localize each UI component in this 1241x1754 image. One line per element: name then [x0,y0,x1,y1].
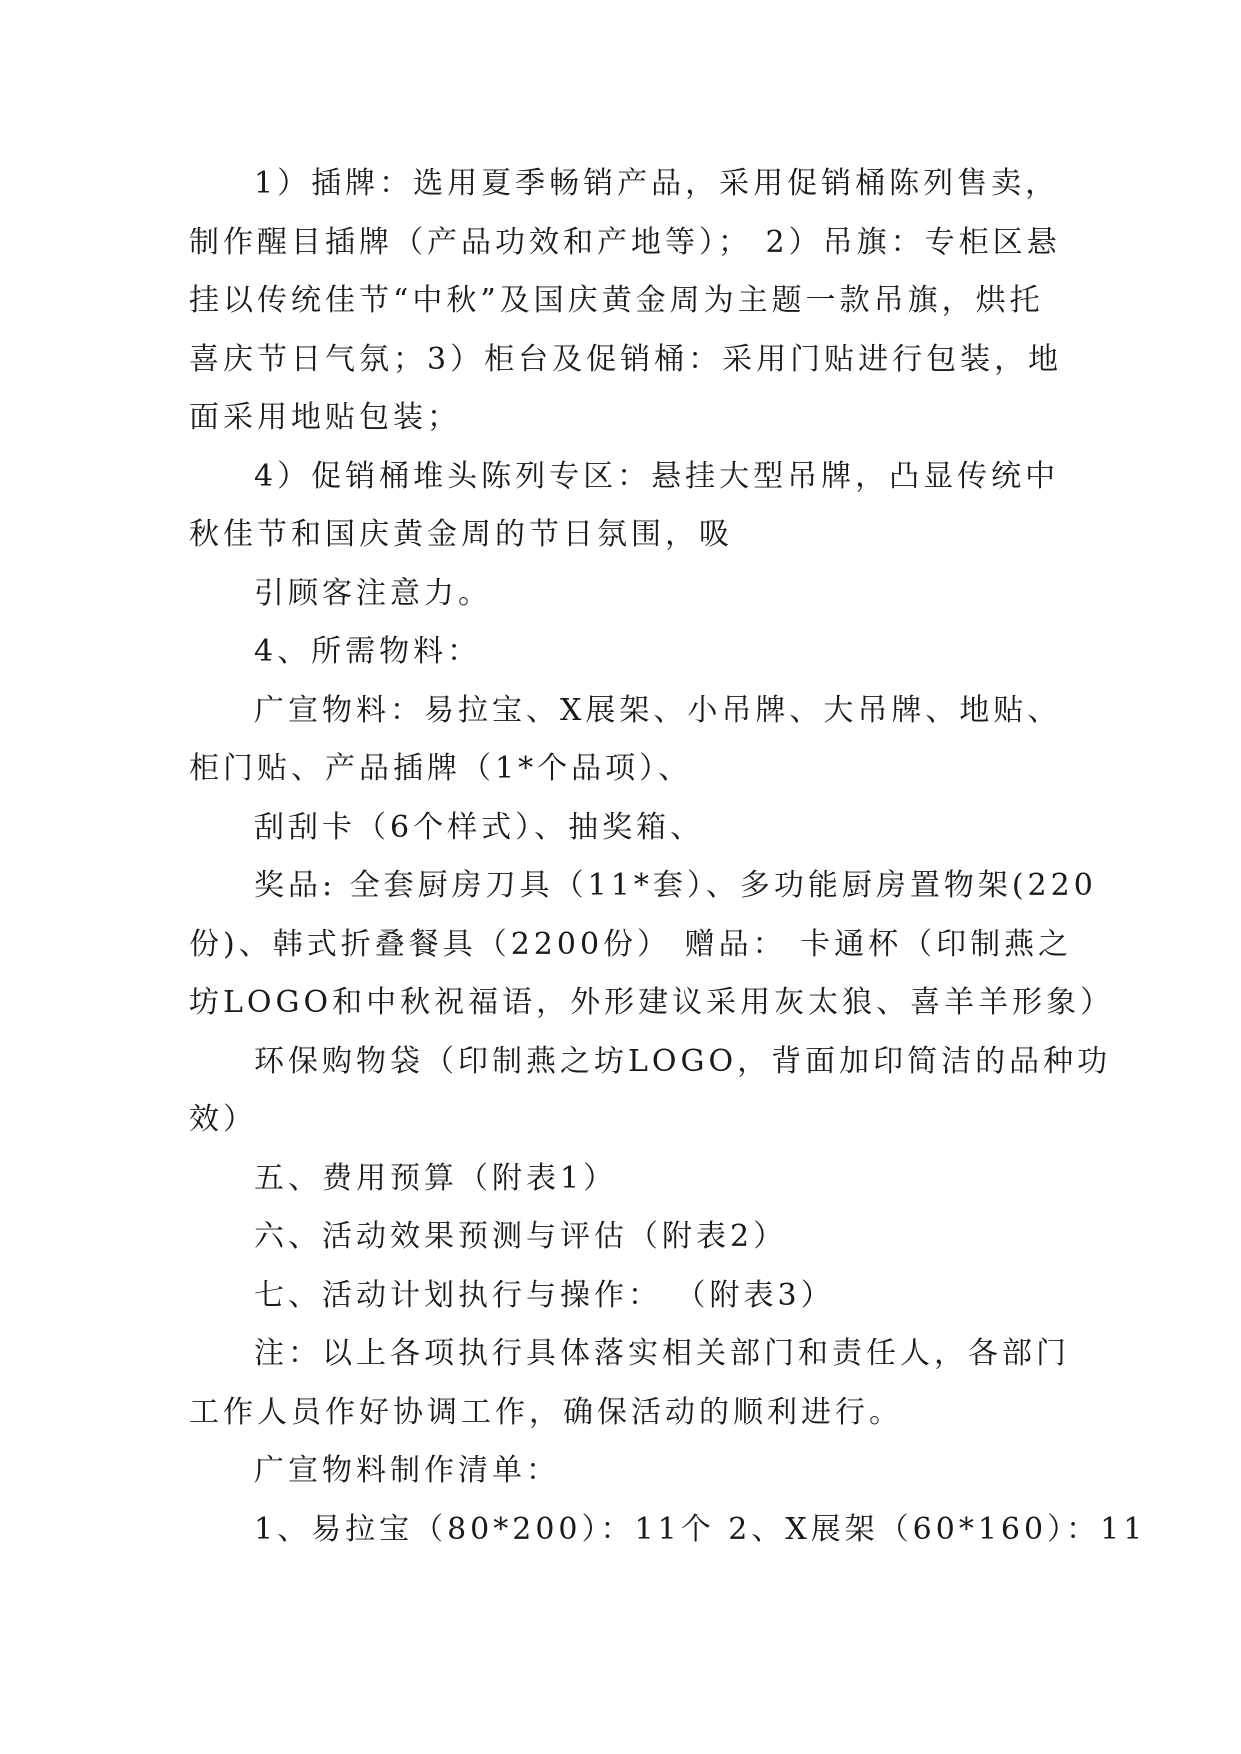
section-heading: 广宣物料制作清单： [254,1453,560,1488]
text-line: 挂以传统佳节“中秋”及国庆黄金周为主题一款吊旗，烘托 [189,283,1044,318]
section-heading: 五、费用预算（附表1） [254,1160,618,1196]
text-line: 效） [189,1102,257,1137]
section-heading: 4、所需物料： [254,634,482,669]
section-heading: 七、活动计划执行与操作： （附表3） [254,1277,835,1313]
text-line: 奖品: 全套厨房刀具（11*套）、多功能厨房置物架(220 [254,868,1097,903]
text-line: 注：以上各项执行具体落实相关部门和责任人，各部门 [254,1336,1070,1371]
text-line: 工作人员作好协调工作，确保活动的顺利进行。 [189,1394,903,1430]
text-line: 广宣物料：易拉宝、X展架、小吊牌、大吊牌、地贴、 [254,692,1062,728]
text-line: 份)、韩式折叠餐具（2200份） 赠品： 卡通杯（印制燕之 [189,926,1073,962]
text-line: 制作醒目插牌（产品功效和产地等）； 2）吊旗：专柜区悬 [189,224,1061,260]
document-body [189,155,1147,1559]
text-line: 喜庆节日气氛；3）柜台及促销桶：采用门贴进行包装，地 [189,341,1063,377]
text-line: 1）插牌：选用夏季畅销产品，采用促销桶陈列售卖， [254,166,1060,201]
text-line: 引顾客注意力。 [254,575,492,611]
text-line: 1、易拉宝（80*200）：11个 2、X展架（60*160）：11 [254,1511,1147,1547]
text-line: 刮刮卡（6个样式）、抽奖箱、 [254,809,705,845]
text-line: 秋佳节和国庆黄金周的节日氛围，吸 [189,517,733,552]
section-heading: 六、活动效果预测与评估（附表2） [254,1219,788,1254]
text-line: 柜门贴、产品插牌（1*个品项）、 [189,751,693,786]
text-line: 环保购物袋（印制燕之坊LOGO，背面加印简洁的品种功 [254,1043,1112,1079]
text-line: 坊LOGO和中秋祝福语，外形建议采用灰太狼、喜羊羊形象） [189,985,1115,1020]
text-line: 面采用地贴包装； [189,400,461,435]
text-line: 4）促销桶堆头陈列专区：悬挂大型吊牌，凸显传统中 [254,458,1060,494]
